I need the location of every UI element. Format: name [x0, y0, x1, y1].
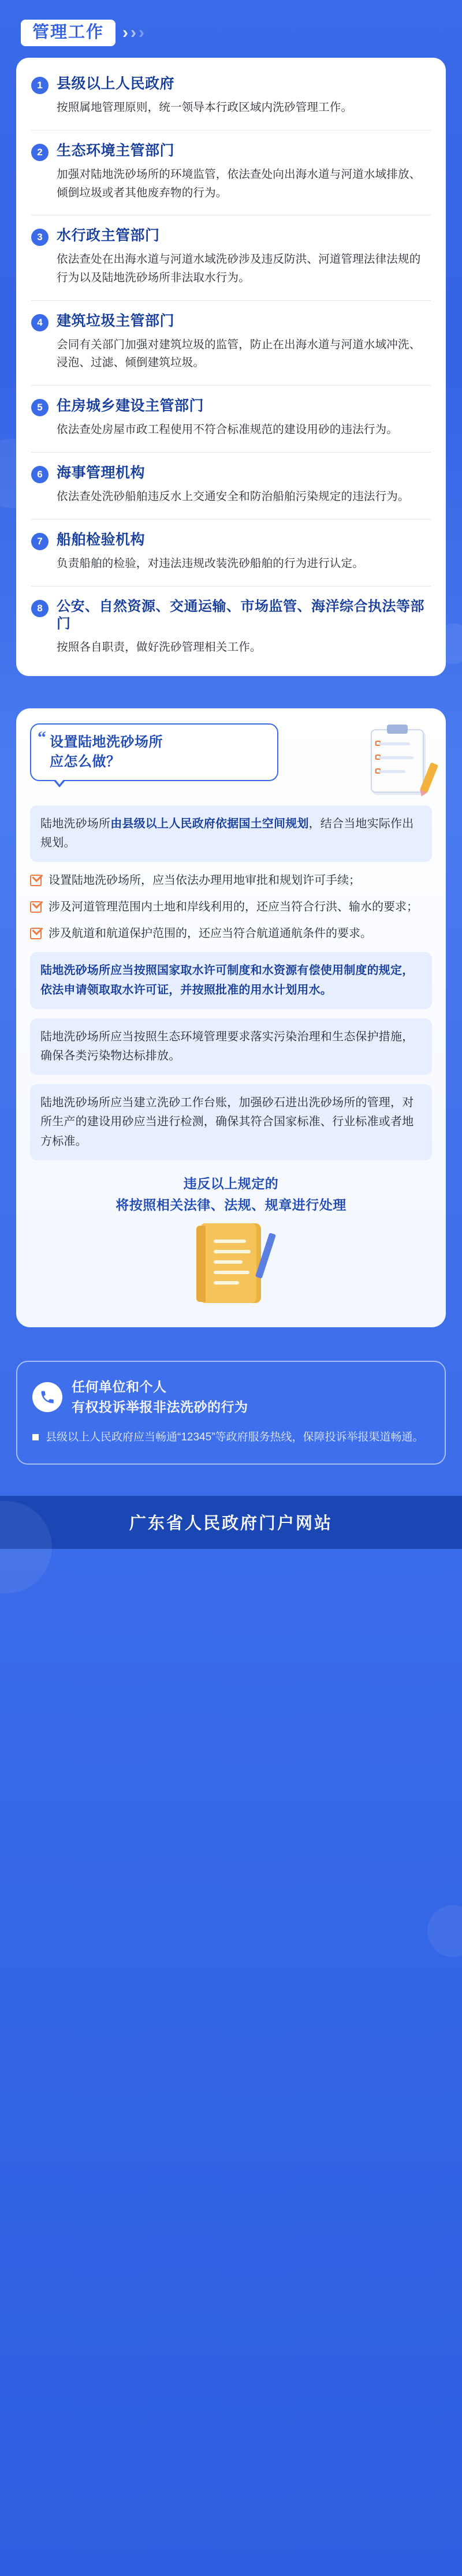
chevron-right-icon: › [139, 23, 145, 42]
item-title: 船舶检验机构 [57, 531, 146, 548]
item-number: 7 [31, 533, 49, 550]
item-number: 5 [31, 399, 49, 416]
item-desc: 依法查处房屋市政工程使用不符合标准规范的建设用砂的违法行为。 [57, 423, 398, 436]
check-text: 涉及河道管理范围内土地和岸线利用的，还应当符合行洪、输水的要求； [49, 901, 418, 914]
responsibilities-card [16, 58, 446, 676]
item-desc: 负责船舶的检验，对违法违规改装洗砂船舶的行为进行认定。 [57, 557, 364, 570]
report-title-line-1: 任何单位和个人 [72, 1379, 167, 1395]
list-item [31, 227, 431, 287]
report-note [32, 1428, 430, 1447]
item-title: 水行政主管部门 [57, 227, 160, 244]
list-item [31, 75, 431, 117]
report-header [32, 1377, 430, 1417]
item-title: 公安、自然资源、交通运输、市场监管、海洋综合执法等部门 [57, 598, 424, 632]
list-item [30, 898, 432, 916]
item-number: 4 [31, 314, 49, 331]
intro-suffix: ，结合当地实际作出规划。 [40, 817, 414, 850]
item-number: 6 [31, 466, 49, 483]
question-line-2: 应怎么做？ [50, 753, 121, 770]
divider [31, 519, 431, 520]
warning-text [30, 1173, 432, 1216]
list-item [31, 312, 431, 372]
divider [31, 385, 431, 386]
chevron-right-icon: › [122, 23, 129, 42]
checkbox-checked-icon [30, 875, 42, 886]
question-row [30, 723, 432, 795]
book-icon [196, 1223, 266, 1310]
list-item [31, 397, 431, 439]
item-desc: 按照属地管理原则，统一领导本行政区域内洗砂管理工作。 [57, 101, 353, 114]
divider [31, 452, 431, 453]
report-card [16, 1361, 446, 1464]
item-number: 8 [31, 600, 49, 617]
report-title [72, 1377, 248, 1417]
checkbox-checked-icon [30, 928, 42, 939]
section1-badge: 管理工作 [21, 20, 116, 46]
footer-text: 广东省人民政府门户网站 [129, 1514, 333, 1533]
item-desc: 会同有关部门加强对建筑垃圾的监管，防止在出海水道与河道水域冲洗、浸泡、过滤、倾倒建筑垃圾。 [57, 338, 421, 369]
divider [31, 300, 431, 301]
requirement-text: 陆地洗砂场所应当按照国家取水许可制度和水资源有偿使用制度的规定，依法申请领取取水许可证，并按照批准的用水计划用水。 [40, 964, 414, 996]
chevron-right-icon-group [122, 24, 144, 42]
phone-icon [32, 1382, 62, 1412]
intro-box [30, 805, 432, 862]
bullet-square-icon [32, 1434, 39, 1440]
report-title-line-2: 有权投诉举报非法洗砂的行为 [72, 1399, 248, 1414]
check-list [30, 871, 432, 943]
quote-icon: “ [38, 728, 46, 748]
warning-line-2: 将按照相关法律、法规、规章进行处理 [116, 1197, 346, 1212]
check-text: 涉及航道和航道保护范围的，还应当符合航道通航条件的要求。 [49, 927, 372, 940]
requirement-box [30, 1018, 432, 1075]
item-number: 3 [31, 229, 49, 246]
item-desc: 按照各自职责，做好洗砂管理相关工作。 [57, 640, 262, 654]
requirement-box [30, 1084, 432, 1160]
intro-prefix: 陆地洗砂场所 [40, 817, 111, 831]
item-title: 县级以上人民政府 [57, 76, 175, 92]
decorative-bubble [427, 1905, 462, 1957]
item-desc: 依法查处在出海水道与河道水域洗砂涉及违反防洪、河道管理法律法规的行为以及陆地洗砂场所非法取水行为。 [57, 253, 421, 285]
warning-line-1: 违反以上规定的 [183, 1175, 279, 1191]
divider [31, 586, 431, 587]
list-item [30, 871, 432, 890]
list-item [31, 598, 431, 657]
chevron-right-icon: › [131, 23, 137, 42]
item-number: 1 [31, 77, 49, 94]
item-desc: 依法查处洗砂船舶违反水上交通安全和防治船舶污染规定的违法行为。 [57, 490, 409, 503]
question-bubble [30, 723, 278, 781]
setup-requirements-card [16, 708, 446, 1327]
intro-bold: 由县级以上人民政府依据国土空间规划 [110, 817, 309, 831]
clipboard-icon [367, 723, 432, 795]
list-item [31, 464, 431, 506]
requirement-text: 陆地洗砂场所应当按照生态环境管理要求落实污染治理和生态保护措施，确保各类污染物达标排放。 [40, 1030, 414, 1063]
report-note-text: 县级以上人民政府应当畅通“12345”等政府服务热线，保障投诉举报渠道畅通。 [46, 1431, 424, 1444]
requirement-box [30, 952, 432, 1009]
section1-header [21, 20, 462, 46]
item-desc: 加强对陆地洗砂场所的环境监管，依法查处向出海水道与河道水域排放、倾倒垃圾或者其他废弃物的行为。 [57, 168, 421, 199]
list-item [30, 924, 432, 943]
list-item [31, 531, 431, 573]
item-title: 生态环境主管部门 [57, 142, 175, 159]
list-item [31, 142, 431, 202]
item-title: 住房城乡建设主管部门 [57, 398, 204, 415]
item-number: 2 [31, 144, 49, 161]
checkbox-checked-icon [30, 901, 42, 913]
footer-bar [0, 1496, 462, 1549]
question-line-1: 设置陆地洗砂场所 [50, 734, 163, 751]
item-title: 海事管理机构 [57, 464, 146, 481]
item-title: 建筑垃圾主管部门 [57, 312, 175, 329]
check-text: 设置陆地洗砂场所，应当依法办理用地审批和规划许可手续； [49, 874, 360, 887]
requirement-text: 陆地洗砂场所应当建立洗砂工作台账，加强砂石进出洗砂场所的管理，对所生产的建设用砂应当进行检测，确保其符合国家标准、行业标准或者地方标准。 [40, 1096, 414, 1148]
